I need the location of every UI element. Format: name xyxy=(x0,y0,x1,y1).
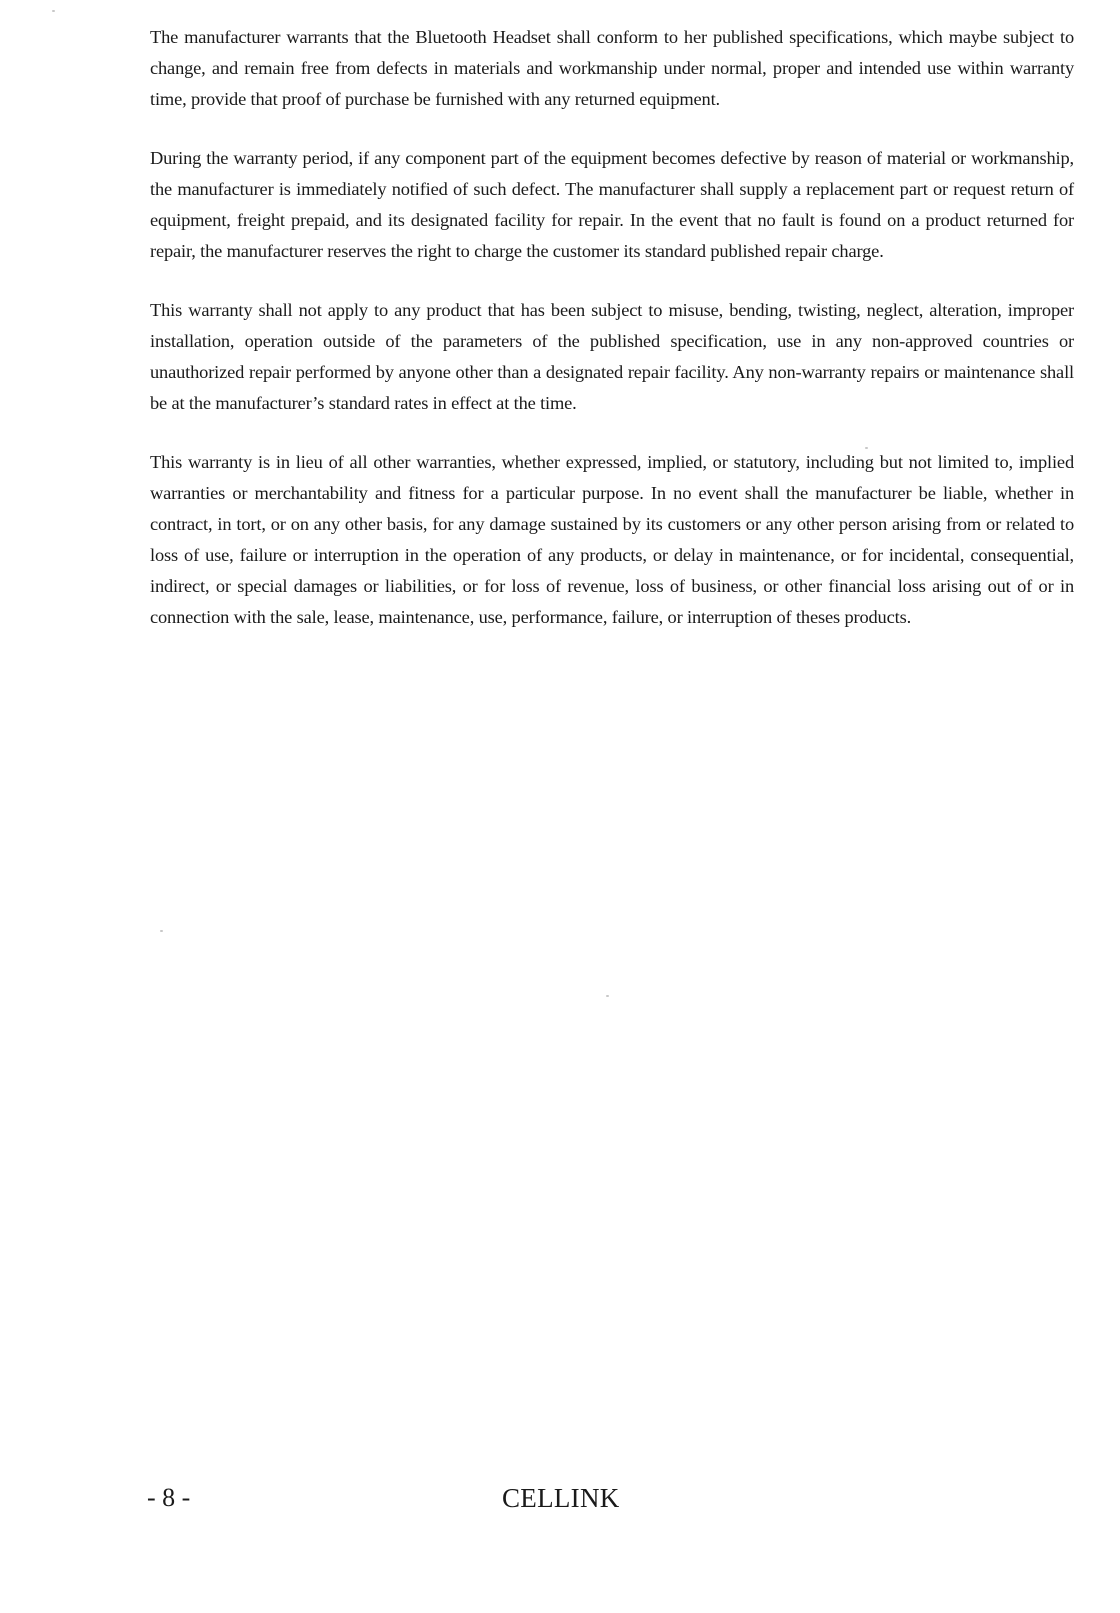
warranty-paragraph-defects: During the warranty period, if any component part of the equipment becomes defective by reason of material or workmanship, the manufacturer is immediately notified of such defect. The manufacturer shall supply a replacement part or request return of equipment, freight prepaid, and its designated facility for repair. In the event that no fault is found on a product returned for repair, the manufacturer reserves the right to charge the customer its standard published repair charge. xyxy=(150,148,1074,261)
scan-artifact xyxy=(160,930,163,932)
warranty-paragraph-exclusions: This warranty shall not apply to any product that has been subject to misuse, bending, twisting, neglect, alteration, improper installation, operation outside of the parameters of the published specification, use in any non-approved countries or unauthorized repair performed by anyone other than a designated repair facility. Any non-warranty repairs or maintenance shall be at the manufacturer’s standard rates in effect at the time. xyxy=(150,300,1074,413)
scan-artifact xyxy=(865,447,868,449)
warranty-text xyxy=(150,22,1074,661)
page-number: - 8 - xyxy=(147,1483,191,1512)
scan-artifact xyxy=(606,995,609,997)
page-footer xyxy=(0,1478,1120,1518)
scan-artifact xyxy=(52,10,55,12)
warranty-paragraph-limitations: This warranty is in lieu of all other warranties, whether expressed, implied, or statutory, including but not limited to, implied warranties or merchantability and fitness for a particular purpose. In no event shall the manufacturer be liable, whether in contract, in tort, or on any other basis, for any damage sustained by its customers or any other person arising from or related to loss of use, failure or interruption in the operation of any products, or delay in maintenance, or for incidental, consequential, indirect, or special damages or liabilities, or for loss of revenue, loss of business, or other financial loss arising out of or in connection with the sale, lease, maintenance, use, performance, failure, or interruption of theses products. xyxy=(150,452,1074,627)
warranty-paragraph-conformance: The manufacturer warrants that the Bluetooth Headset shall conform to her published specifications, which maybe subject to change, and remain free from defects in materials and workmanship under normal, proper and intended use within warranty time, provide that proof of purchase be furnished with any returned equipment. xyxy=(150,27,1074,109)
brand-name: CELLINK xyxy=(502,1483,620,1513)
